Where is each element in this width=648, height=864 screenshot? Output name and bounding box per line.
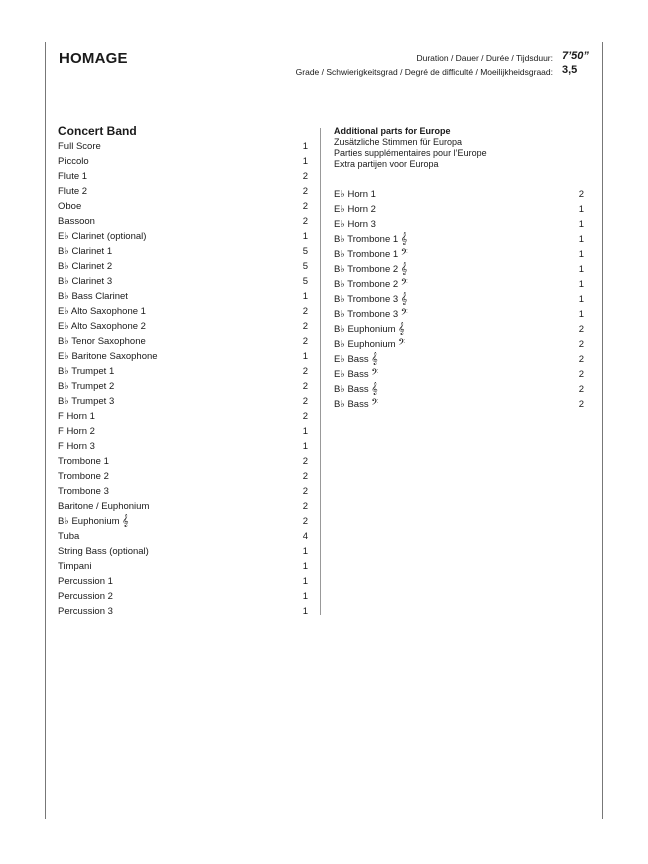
additional-parts-list xyxy=(334,187,584,412)
treble-clef-icon: 𝄞 xyxy=(122,514,129,527)
treble-clef-icon: 𝄞 xyxy=(371,382,378,395)
part-row xyxy=(334,367,584,382)
part-quantity: 2 xyxy=(578,189,584,200)
part-row xyxy=(58,454,308,469)
bass-clef-icon: 𝄢 xyxy=(400,307,408,320)
bass-clef-icon: 𝄢 xyxy=(371,367,379,380)
part-name: B♭ Euphonium xyxy=(334,339,396,350)
part-name: E♭ Bass xyxy=(334,369,369,380)
part-quantity: 1 xyxy=(302,591,308,602)
part-row xyxy=(58,439,308,454)
part-name: E♭ Baritone Saxophone xyxy=(58,351,158,362)
part-quantity: 4 xyxy=(302,531,308,542)
part-quantity: 1 xyxy=(578,279,584,290)
part-quantity: 1 xyxy=(302,546,308,557)
part-name: B♭ Clarinet 3 xyxy=(58,276,113,287)
part-row xyxy=(58,304,308,319)
part-quantity: 1 xyxy=(578,204,584,215)
additional-parts-header xyxy=(334,126,487,170)
part-name: B♭ Bass xyxy=(334,384,369,395)
part-name: E♭ Clarinet (optional) xyxy=(58,231,147,242)
part-name: B♭ Tenor Saxophone xyxy=(58,336,146,347)
part-name: B♭ Trombone 1 xyxy=(334,234,399,245)
part-row xyxy=(58,184,308,199)
part-name: B♭ Bass Clarinet xyxy=(58,291,128,302)
part-quantity: 2 xyxy=(578,399,584,410)
treble-clef-icon: 𝄞 xyxy=(400,292,408,305)
part-row xyxy=(334,292,584,307)
part-quantity: 2 xyxy=(302,201,308,212)
part-row xyxy=(58,544,308,559)
part-name: B♭ Trombone 3 xyxy=(334,309,399,320)
part-quantity: 1 xyxy=(302,351,308,362)
part-name: B♭ Trumpet 1 xyxy=(58,366,115,377)
bass-clef-icon: 𝄢 xyxy=(400,277,408,290)
part-quantity: 2 xyxy=(302,471,308,482)
part-quantity: 2 xyxy=(578,354,584,365)
part-name: B♭ Trombone 3 xyxy=(334,294,399,305)
part-row xyxy=(58,604,308,619)
part-name: B♭ Euphonium xyxy=(334,324,396,335)
part-quantity: 1 xyxy=(578,219,584,230)
part-name: Percussion 2 xyxy=(58,591,113,602)
part-row xyxy=(58,244,308,259)
part-row xyxy=(334,352,584,367)
part-name: Piccolo xyxy=(58,156,89,167)
part-row xyxy=(58,214,308,229)
part-quantity: 1 xyxy=(578,234,584,245)
part-quantity: 2 xyxy=(578,384,584,395)
part-name: B♭ Trombone 2 xyxy=(334,264,399,275)
bass-clef-icon: 𝄢 xyxy=(371,397,379,410)
part-row xyxy=(58,334,308,349)
part-row xyxy=(58,319,308,334)
part-row xyxy=(334,232,584,247)
part-quantity: 1 xyxy=(302,426,308,437)
part-quantity: 2 xyxy=(302,381,308,392)
part-row xyxy=(58,499,308,514)
part-quantity: 1 xyxy=(302,141,308,152)
left-border-line xyxy=(45,42,46,819)
part-quantity: 2 xyxy=(578,324,584,335)
part-name: Oboe xyxy=(58,201,82,212)
part-row xyxy=(58,469,308,484)
concert-band-heading: Concert Band xyxy=(58,124,137,138)
part-row xyxy=(58,199,308,214)
part-name: Tuba xyxy=(58,531,80,542)
part-name: F Horn 2 xyxy=(58,426,95,437)
part-row xyxy=(58,259,308,274)
part-quantity: 2 xyxy=(302,516,308,527)
part-row xyxy=(58,589,308,604)
part-row xyxy=(58,229,308,244)
duration-value: 7’50” xyxy=(562,50,589,62)
part-quantity: 2 xyxy=(302,366,308,377)
part-row xyxy=(58,139,308,154)
part-quantity: 2 xyxy=(302,411,308,422)
additional-parts-german: Zusätzliche Stimmen für Europa xyxy=(334,137,463,147)
part-name: Percussion 3 xyxy=(58,606,113,617)
part-name: Trombone 2 xyxy=(58,471,109,482)
part-quantity: 2 xyxy=(302,171,308,182)
part-quantity: 1 xyxy=(302,156,308,167)
concert-band-parts-list xyxy=(58,139,308,619)
part-name: String Bass (optional) xyxy=(58,546,149,557)
part-row xyxy=(334,187,584,202)
grade-value: 3,5 xyxy=(562,64,578,76)
part-quantity: 2 xyxy=(302,336,308,347)
part-quantity: 2 xyxy=(302,456,308,467)
part-row xyxy=(58,169,308,184)
part-name: Timpani xyxy=(58,561,92,572)
treble-clef-icon: 𝄞 xyxy=(371,352,378,365)
part-name: Flute 2 xyxy=(58,186,88,197)
part-quantity: 1 xyxy=(578,264,584,275)
part-quantity: 2 xyxy=(578,369,584,380)
part-quantity: 5 xyxy=(302,276,308,287)
part-quantity: 2 xyxy=(302,501,308,512)
part-quantity: 1 xyxy=(302,231,308,242)
part-row xyxy=(334,277,584,292)
part-row xyxy=(334,397,584,412)
part-row xyxy=(58,394,308,409)
part-name: Trombone 1 xyxy=(58,456,109,467)
part-quantity: 1 xyxy=(578,249,584,260)
page-title: HOMAGE xyxy=(59,50,128,67)
part-name: B♭ Euphonium xyxy=(58,516,120,527)
part-name: B♭ Bass xyxy=(334,399,369,410)
part-quantity: 2 xyxy=(302,186,308,197)
part-quantity: 1 xyxy=(302,576,308,587)
part-quantity: 2 xyxy=(302,306,308,317)
part-quantity: 1 xyxy=(302,561,308,572)
treble-clef-icon: 𝄞 xyxy=(400,262,408,275)
part-name: B♭ Trumpet 2 xyxy=(58,381,115,392)
part-name: E♭ Horn 2 xyxy=(334,204,376,215)
part-name: Percussion 1 xyxy=(58,576,113,587)
right-border-line xyxy=(602,42,603,819)
part-name: F Horn 3 xyxy=(58,441,95,452)
additional-parts-heading: Additional parts for Europe xyxy=(334,126,451,136)
part-name: Bassoon xyxy=(58,216,95,227)
part-name: E♭ Bass xyxy=(334,354,369,365)
part-row xyxy=(58,274,308,289)
part-name: F Horn 1 xyxy=(58,411,95,422)
part-row xyxy=(334,202,584,217)
part-quantity: 1 xyxy=(578,309,584,320)
additional-parts-french: Parties supplémentaires pour l’Europe xyxy=(334,148,487,158)
bass-clef-icon: 𝄢 xyxy=(398,337,406,350)
part-quantity: 2 xyxy=(302,216,308,227)
part-quantity: 2 xyxy=(578,339,584,350)
part-row xyxy=(58,559,308,574)
part-row xyxy=(58,529,308,544)
duration-label: Duration / Dauer / Durée / Tijdsduur: xyxy=(416,53,553,63)
part-name: B♭ Trumpet 3 xyxy=(58,396,115,407)
bass-clef-icon: 𝄢 xyxy=(400,247,408,260)
additional-parts-dutch: Extra partijen voor Europa xyxy=(334,159,439,169)
part-row xyxy=(58,154,308,169)
part-quantity: 1 xyxy=(302,441,308,452)
part-quantity: 5 xyxy=(302,246,308,257)
grade-label: Grade / Schwierigkeitsgrad / Degré de difficulté / Moeilijkheidsgraad: xyxy=(295,67,553,77)
part-row xyxy=(58,484,308,499)
part-name: B♭ Trombone 2 xyxy=(334,279,399,290)
part-quantity: 1 xyxy=(302,606,308,617)
part-row xyxy=(334,382,584,397)
part-quantity: 1 xyxy=(578,294,584,305)
part-name: Trombone 3 xyxy=(58,486,109,497)
part-name: E♭ Horn 1 xyxy=(334,189,376,200)
part-row xyxy=(58,349,308,364)
treble-clef-icon: 𝄞 xyxy=(400,232,408,245)
part-quantity: 1 xyxy=(302,291,308,302)
part-name: B♭ Clarinet 2 xyxy=(58,261,113,272)
part-row xyxy=(58,289,308,304)
part-quantity: 5 xyxy=(302,261,308,272)
part-name: Flute 1 xyxy=(58,171,88,182)
treble-clef-icon: 𝄞 xyxy=(398,322,405,335)
part-row xyxy=(58,409,308,424)
part-name: Full Score xyxy=(58,141,101,152)
part-row xyxy=(58,364,308,379)
part-quantity: 2 xyxy=(302,396,308,407)
part-row xyxy=(58,574,308,589)
part-row xyxy=(334,307,584,322)
part-row xyxy=(334,247,584,262)
part-row xyxy=(334,217,584,232)
part-quantity: 2 xyxy=(302,486,308,497)
column-divider xyxy=(320,128,321,615)
part-name: B♭ Trombone 1 xyxy=(334,249,399,260)
part-row xyxy=(334,322,584,337)
part-row xyxy=(58,424,308,439)
part-name: B♭ Clarinet 1 xyxy=(58,246,113,257)
part-name: E♭ Horn 3 xyxy=(334,219,376,230)
part-row xyxy=(334,262,584,277)
part-row xyxy=(58,379,308,394)
part-row xyxy=(58,514,308,529)
part-name: E♭ Alto Saxophone 1 xyxy=(58,306,146,317)
part-row xyxy=(334,337,584,352)
part-name: E♭ Alto Saxophone 2 xyxy=(58,321,146,332)
part-quantity: 2 xyxy=(302,321,308,332)
part-name: Baritone / Euphonium xyxy=(58,501,150,512)
